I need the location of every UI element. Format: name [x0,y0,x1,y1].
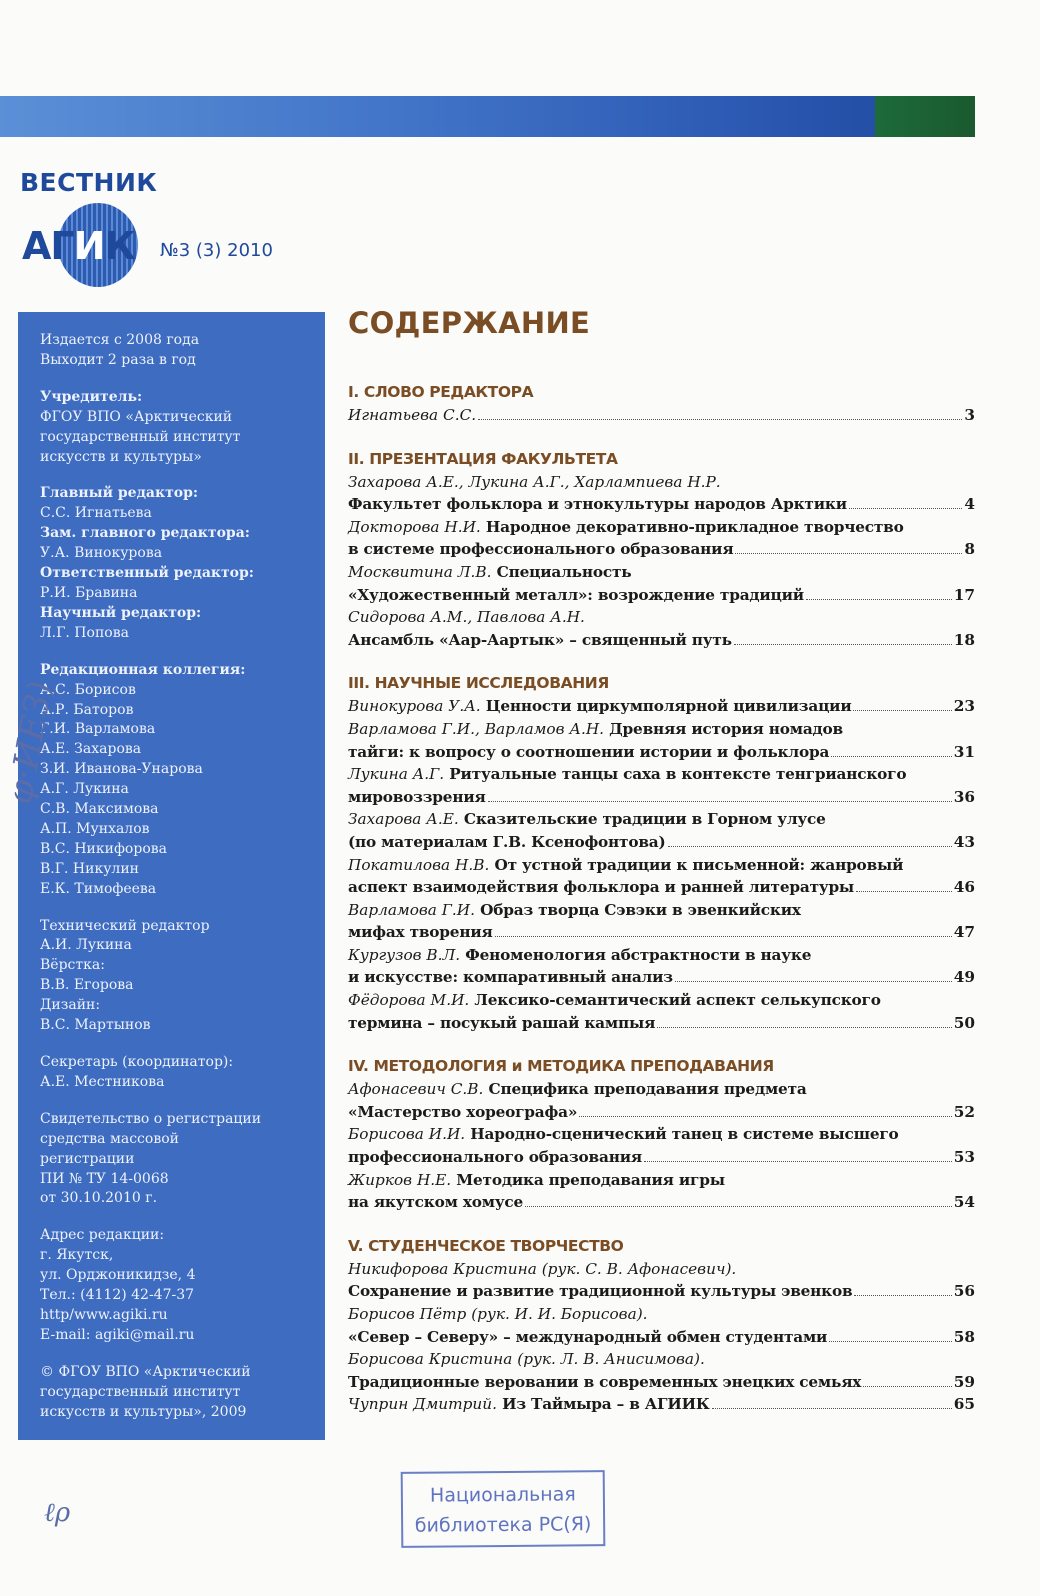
entry-title: Факультет фольклора и этнокультуры народов Арктики [348,495,847,514]
entry-title: Специфика преподавания предмета [483,1080,807,1099]
toc-entry-line[interactable] [348,1101,975,1124]
toc-entry-line[interactable] [348,1169,975,1192]
entry-author: Варламова Г.И., Варламов А.Н. [348,719,605,738]
entry-title: «Север – Северу» – международный обмен студентами [348,1327,828,1346]
toc-entry-line[interactable] [348,1348,975,1371]
entry-title: Образ творца Сэвэки в эвенкийских [474,900,801,919]
section-heading: III. НАУЧНЫЕ ИССЛЕДОВАНИЯ [348,674,609,693]
page-number: 50 [953,1013,975,1032]
toc-section [348,1055,975,1214]
toc-entry-line[interactable] [348,584,975,607]
imprint-text: Свидетельство о регистрации [40,1110,262,1127]
dot-leader [495,936,952,937]
section-heading: I. СЛОВО РЕДАКТОРА [348,383,534,401]
imprint-block [40,331,325,371]
dot-leader [579,1116,952,1117]
logo-vestnik: ВЕСТНИК [20,168,158,197]
entry-author: Борисова Кристина (рук. Л. В. Анисимова). [348,1350,705,1369]
entry-author: Докторова Н.И. [348,517,481,536]
entry-author: Покатилова Н.В. [348,855,490,874]
toc-entry-line[interactable] [348,1326,975,1349]
toc-section [348,381,975,427]
entry-title: Сохранение и развитие традиционной культуры эвенков [348,1282,853,1301]
entry-title: Древняя история номадов [604,719,843,738]
toc-entry-line[interactable] [348,606,975,629]
entry-author: Борисов Пётр (рук. И. И. Борисова). [348,1305,648,1323]
page-number: 58 [953,1327,975,1346]
entry-title: мировоззрения [348,787,486,806]
entry-author: Лукина А.Г. [348,765,445,784]
entry-title: Ценности циркумполярной цивилизации [480,697,852,716]
entry-title: термина – посукый рашай кампыя [348,1013,656,1032]
toc-entry-line[interactable] [348,471,975,494]
entry-author: Фёдорова М.И. [348,991,470,1010]
toc-entry-line[interactable] [348,1393,975,1416]
imprint-text: ул. Орджоникидзе, 4 [40,1267,196,1284]
dot-leader [712,1408,952,1409]
dot-leader [675,981,952,982]
imprint-text: А.И. Лукина [40,937,132,954]
section-heading: II. ПРЕЗЕНТАЦИЯ ФАКУЛЬТЕТА [348,449,618,468]
toc-entry-line[interactable] [348,899,975,922]
entry-title: «Художественный металл»: возрождение традиций [348,585,804,604]
imprint-text: Е.К. Тимофеева [40,880,157,897]
imprint-label: Ответственный редактор: [40,565,254,582]
stamp-line: Национальная [429,1483,576,1507]
page-number: 3 [964,406,975,424]
page-number: 49 [953,968,975,987]
journal-logo [20,168,320,293]
imprint-text: государственный институт [40,1383,241,1400]
toc-entry-line[interactable] [348,854,975,877]
stamp-line: библиотека РС(Я) [414,1513,592,1537]
imprint-text: Р.И. Бравина [40,584,138,601]
toc-section [348,1235,975,1416]
imprint-block [40,1053,325,1093]
dot-leader [657,1027,951,1028]
imprint-text: А.Е. Местникова [40,1073,165,1090]
imprint-text: ПИ № ТУ 14-0068 [40,1170,169,1187]
dot-leader [831,756,951,757]
toc-entry-line[interactable] [348,1303,975,1326]
entry-title: Народное декоративно-прикладное творчество [480,517,904,536]
imprint-block [40,1363,325,1423]
logo-agik: АГИК [22,224,135,268]
imprint-text: В.Г. Никулин [40,860,139,877]
imprint-label: Учредитель: [40,388,143,405]
imprint-text: государственный институт [40,428,241,445]
page-number: 53 [953,1148,975,1167]
dot-leader [856,891,952,892]
entry-author: Афонасевич С.В. [348,1080,484,1099]
dot-leader [853,710,951,711]
table-of-contents [348,381,975,1437]
imprint-text: ФГОУ ВПО «Арктический [40,408,233,425]
imprint-text: А.Е. Захарова [40,741,142,758]
toc-entry-line[interactable] [348,718,975,741]
page-number: 43 [953,832,975,851]
imprint-block [40,484,325,643]
entry-author: Винокурова У.А. [348,697,481,716]
imprint-text: Л.Г. Попова [40,624,129,641]
toc-entry-line[interactable] [348,763,975,786]
toc-entry-line[interactable] [348,404,975,427]
page-number: 4 [964,495,975,514]
entry-title: Специальность [491,562,632,581]
imprint-text: средства массовой [40,1130,179,1147]
entry-title: (по материалам Г.В. Ксенофонтова) [348,832,666,851]
imprint-label: Зам. главного редактора: [40,525,250,542]
dot-leader [644,1161,952,1162]
imprint-text: Тел.: (4112) 42-47-37 [40,1287,195,1304]
page-number: 54 [953,1193,975,1212]
entry-author: Жирков Н.Е. [348,1170,452,1189]
toc-section [348,448,975,652]
entry-author: Чуприн Дмитрий. [348,1395,497,1414]
toc-entry-line[interactable] [348,516,975,539]
toc-entry-line[interactable] [348,561,975,584]
page-number: 47 [953,923,975,942]
imprint-label: Главный редактор: [40,485,199,502]
entry-title: аспект взаимодействия фольклора и ранней литературы [348,878,855,897]
entry-title: Феноменология абстрактности в науке [460,945,812,964]
toc-entry-line[interactable] [348,786,975,809]
entry-author: Захарова А.Е. [348,810,459,829]
dot-leader [829,1341,952,1342]
imprint-text: Адрес редакции: [40,1227,165,1244]
toc-entry-line[interactable] [348,493,975,516]
entry-title: Ансамбль «Аар-Аартык» – священный путь [348,630,732,649]
section-heading: IV. МЕТОДОЛОГИЯ и МЕТОДИКА ПРЕПОДАВАНИЯ [348,1057,774,1076]
imprint-text: А.С. Борисов [40,681,136,698]
dot-leader [478,419,962,420]
imprint-text: Технический редактор [40,917,210,934]
dot-leader [734,644,952,645]
entry-title: и искусстве: компаративный анализ [348,968,673,987]
header-green-block [875,96,975,137]
toc-entry-line[interactable] [348,921,975,944]
imprint-text: Дизайн: [40,997,101,1014]
imprint-sidebar [18,312,325,1440]
page-number: 18 [953,630,975,649]
imprint-text: искусств и культуры», 2009 [40,1403,247,1420]
entry-title: на якутском хомусе [348,1193,524,1212]
imprint-text: http/www.agiki.ru [40,1306,168,1323]
imprint-text: С.В. Максимова [40,801,159,818]
page-number: 59 [953,1372,975,1391]
dot-leader [806,599,952,600]
dot-leader [735,553,962,554]
entry-title: тайги: к вопросу о соотношении истории и фольклора [348,742,830,761]
toc-entry-line[interactable] [348,695,975,718]
entry-author: Кургузов В.Л. [348,945,461,964]
page-number: 36 [953,787,975,806]
page-title: СОДЕРЖАНИЕ [348,306,591,340]
imprint-text: А.Р. Баторов [40,701,134,718]
toc-section [348,672,975,1034]
page-number: 65 [953,1395,975,1414]
toc-entry-line[interactable] [348,876,975,899]
dot-leader [854,1295,951,1296]
page-number: 56 [953,1282,975,1301]
library-stamp [401,1470,606,1548]
page-number: 31 [953,742,975,761]
imprint-text: искусств и культуры» [40,448,202,465]
imprint-block [40,661,325,900]
toc-entry-line[interactable] [348,1371,975,1394]
imprint-block [40,1110,325,1210]
header-color-bar [0,96,975,137]
entry-author: Никифорова Кристина (рук. С. В. Афонасевич). [348,1259,737,1278]
dot-leader [849,508,962,509]
imprint-text: У.А. Винокурова [40,545,163,562]
toc-entry-line[interactable] [348,989,975,1012]
toc-entry-line[interactable] [348,831,975,854]
entry-title: Традиционные веровании в современных энецких семьях [348,1372,862,1391]
imprint-block [40,917,325,1036]
imprint-text: А.Г. Лукина [40,781,129,798]
toc-entry-line[interactable] [348,808,975,831]
entry-title: Лексико-семантический аспект селькупского [469,991,881,1010]
entry-title: Ритуальные танцы саха в контексте тенгрианского [444,765,907,784]
imprint-label: Редакционная коллегия: [40,661,246,678]
entry-title: «Мастерство хореографа» [348,1102,578,1121]
issue-number: №3 (3) 2010 [160,240,273,261]
imprint-text: В.В. Егорова [40,977,134,994]
imprint-text: от 30.10.2010 г. [40,1190,158,1207]
entry-author: Борисова И.И. [348,1125,466,1144]
page-number: 46 [953,878,975,897]
entry-title: Народно-сценический танец в системе высшего [465,1125,899,1144]
imprint-text: З.И. Иванова-Унарова [40,761,203,778]
entry-title: Методика преподавания игры [451,1170,725,1189]
page-number: 23 [953,697,975,716]
toc-entry-line[interactable] [348,629,975,652]
entry-author: Захарова А.Е., Лукина А.Г., Харлампиева Н.Р. [348,472,721,491]
imprint-text: В.С. Мартынов [40,1017,151,1034]
toc-entry-line[interactable] [348,1146,975,1169]
entry-title: Сказительские традиции в Горном улусе [458,810,826,829]
toc-entry-line[interactable] [348,1191,975,1214]
imprint-text: С.С. Игнатьева [40,505,152,522]
imprint-text: © ФГОУ ВПО «Арктический [40,1363,251,1380]
imprint-text: Издается с 2008 года [40,332,200,348]
imprint-label: Научный редактор: [40,604,202,621]
imprint-text: Г.И. Варламова [40,721,156,738]
entry-title: в системе профессионального образования [348,540,734,559]
dot-leader [488,801,952,802]
dot-leader [525,1206,952,1207]
page-number: 17 [953,585,975,604]
handwritten-mark: ℓρ [44,1498,71,1528]
imprint-text: Выходит 2 раза в год [40,351,196,368]
page-number: 52 [953,1102,975,1121]
imprint-text: В.С. Никифорова [40,840,167,857]
toc-entry-line[interactable] [348,944,975,967]
entry-title: профессионального образования [348,1148,642,1167]
toc-entry-line[interactable] [348,741,975,764]
dot-leader [863,1386,951,1387]
imprint-text: E-mail: agiki@mail.ru [40,1326,195,1343]
section-heading: V. СТУДЕНЧЕСКОЕ ТВОРЧЕСТВО [348,1236,624,1255]
imprint-text: А.П. Мунхалов [40,820,150,837]
entry-author: Москвитина Л.В. [348,562,492,581]
imprint-text: регистрации [40,1150,135,1167]
entry-title: мифах творения [348,923,493,942]
dot-leader [668,846,952,847]
toc-entry-line[interactable] [348,1258,975,1281]
page-number: 8 [964,540,975,559]
toc-entry-line[interactable] [348,1123,975,1146]
entry-title: От устной традиции к письменной: жанровый [489,855,904,874]
entry-author: Игнатьева С.С. [348,406,477,424]
toc-entry-line[interactable] [348,1280,975,1303]
handwritten-mark: φ·ИЕЗ) [0,678,61,807]
imprint-text: Вёрстка: [40,957,105,974]
imprint-text: Секретарь (координатор): [40,1054,234,1070]
imprint-block [40,1226,325,1345]
imprint-text: г. Якутск, [40,1247,114,1264]
entry-author: Варламова Г.И. [348,900,475,919]
imprint-block [40,388,325,468]
toc-entry-line[interactable] [348,1012,975,1035]
entry-title: Из Таймыра – в АГИИК [496,1395,710,1414]
toc-entry-line[interactable] [348,1078,975,1101]
entry-author: Сидорова А.М., Павлова А.Н. [348,608,585,627]
toc-entry-line[interactable] [348,966,975,989]
toc-entry-line[interactable] [348,538,975,561]
